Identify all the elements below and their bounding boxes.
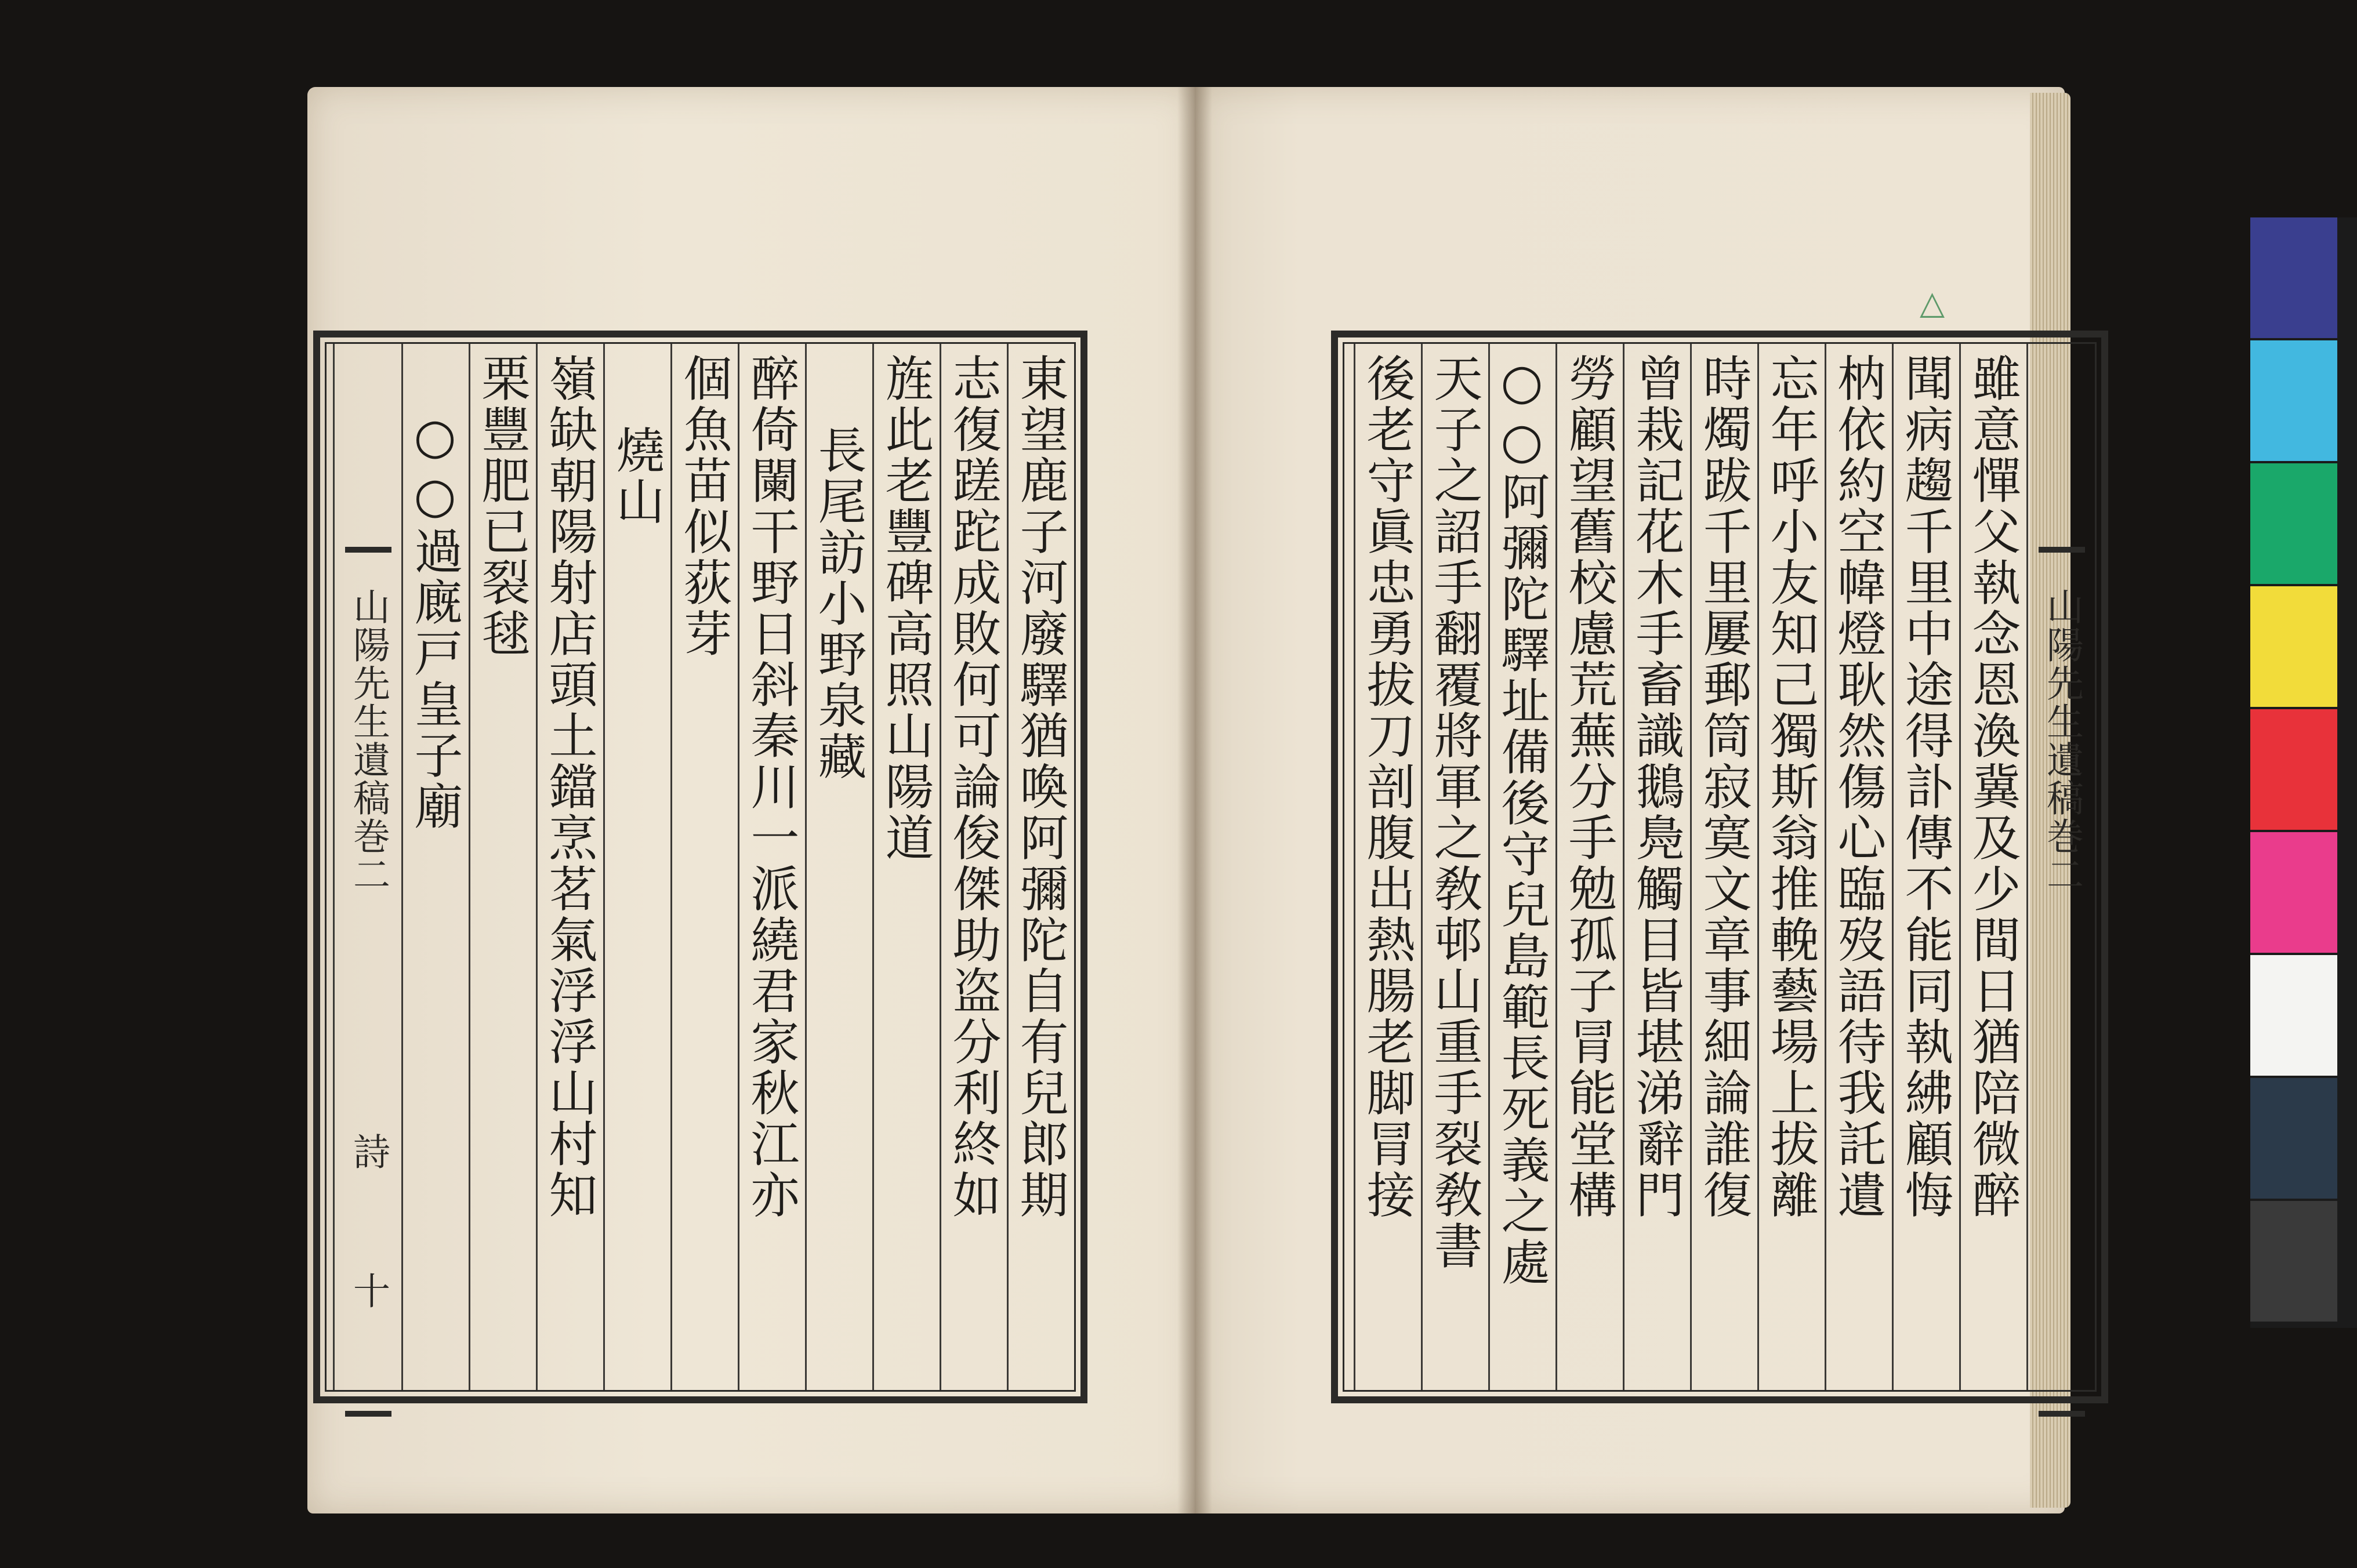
- left-text-frame: [313, 331, 1087, 1403]
- right-column-5: 時燭跋千里屢郵筒寂寞文章事細論誰復: [1690, 344, 1757, 1390]
- left-column-6: 個魚苗似荻芽: [670, 344, 738, 1390]
- left-column-7: 燒山: [603, 344, 670, 1390]
- left-column-1: 東望鹿子河廢驛猶喚阿彌陀自有兒郎期: [1007, 344, 1074, 1390]
- color-patch: [2250, 832, 2337, 953]
- color-patch: [2250, 709, 2337, 830]
- annotation-triangle-mark: △: [1920, 284, 1945, 322]
- color-patch: [2250, 217, 2337, 338]
- right-column-9: 天子之詔手翻覆將軍之敎邨山重手裂敎書: [1421, 344, 1488, 1390]
- left-section-label: 詩: [347, 1133, 390, 1170]
- color-patch: [2250, 586, 2337, 707]
- right-column-4: 忘年呼小友知己獨斯翁推輓藝場上拔離: [1757, 344, 1825, 1390]
- left-column-4: 長尾訪小野泉藏: [805, 344, 872, 1390]
- right-column-2: 聞病趨千里中途得訃傳不能同執紼顧悔: [1892, 344, 1959, 1390]
- color-patch: [2250, 340, 2337, 461]
- left-column-5: 醉倚闌干野日斜秦川一派繞君家秋江亦: [738, 344, 805, 1390]
- color-patch: [2250, 463, 2337, 584]
- right-text-columns: [1344, 344, 2095, 1390]
- right-column-1: 雖意憚父執念恩渙冀及少間日猶陪微醉: [1959, 344, 2026, 1390]
- color-calibration-target: [2250, 217, 2357, 1328]
- book-gutter: [1177, 87, 1212, 1513]
- right-column-6: 曾栽記花木手畜識鵝鳧觸目皆堪涕辭門: [1623, 344, 1690, 1390]
- right-column-7: 勞顧望舊校慮荒蕪分手勉孤子冐能堂構: [1555, 344, 1623, 1390]
- left-fishtail-column: [333, 344, 401, 1390]
- right-column-3: 枘依約空幃燈耿然傷心臨歿語待我託遺: [1825, 344, 1892, 1390]
- left-text-columns: [327, 344, 1074, 1390]
- left-column-2: 志復蹉跎成敗何可論俊傑助盗分利終如: [940, 344, 1007, 1390]
- left-column-3: 旌此老豐碑高照山陽道: [872, 344, 940, 1390]
- right-column-10: 後老守眞忠勇拔刀剖腹出熱腸老脚冐接: [1354, 344, 1421, 1390]
- right-column-8: ○○阿彌陀驛址備後守兒島範長死義之處: [1488, 344, 1555, 1390]
- right-text-frame: [1331, 331, 2108, 1403]
- right-running-title: 山陽先生遺稿巻二: [2040, 587, 2083, 894]
- color-patch: [2250, 1078, 2337, 1199]
- left-column-10: ○○過廐戸皇子廟: [401, 344, 469, 1390]
- fishtail-mark-bottom: [2039, 1364, 2085, 1417]
- left-folio-number: 十: [347, 1272, 390, 1309]
- right-fishtail-column: [2026, 344, 2095, 1390]
- left-column-8: 嶺缺朝陽射店頭土鐺烹茗氣浮浮山村知: [536, 344, 603, 1390]
- color-patch: [2250, 955, 2337, 1076]
- left-column-9: 栗豐肥已裂毬: [469, 344, 536, 1390]
- color-patch: [2250, 1201, 2337, 1322]
- left-running-title: 山陽先生遺稿巻二: [347, 587, 390, 894]
- fishtail-mark-bottom: [345, 1364, 391, 1417]
